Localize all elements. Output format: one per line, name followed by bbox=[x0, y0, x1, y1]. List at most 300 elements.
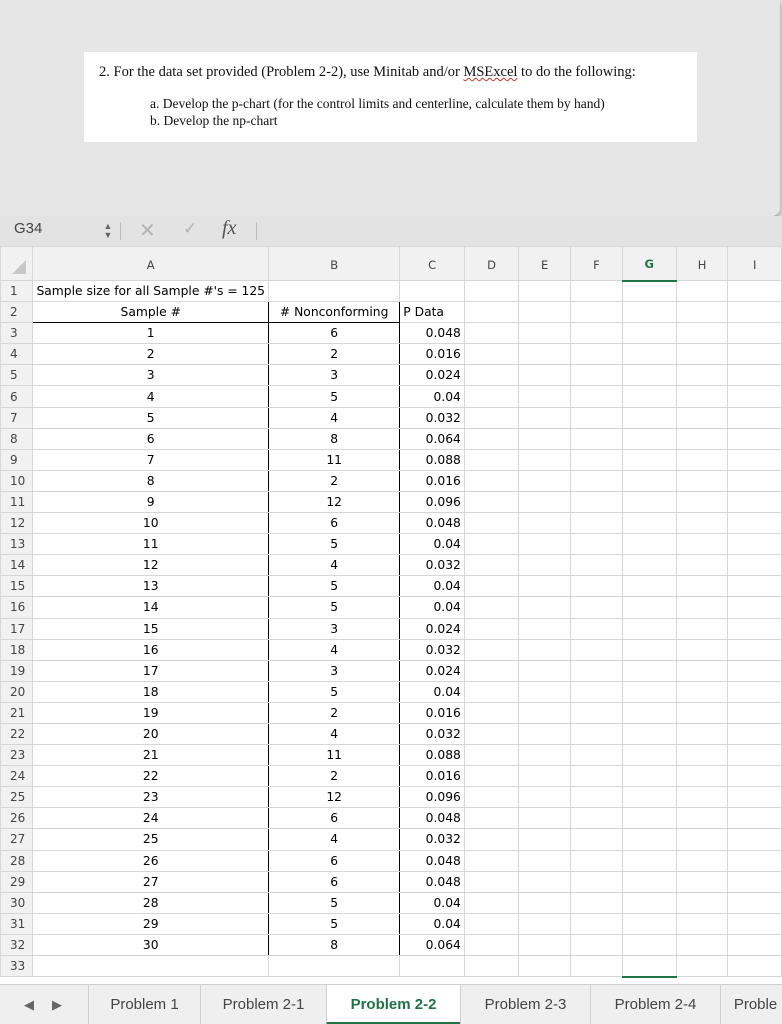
check-icon[interactable]: ✓ bbox=[183, 219, 198, 238]
nonconforming-cell[interactable]: 5 bbox=[269, 913, 400, 934]
cell[interactable] bbox=[728, 386, 782, 407]
cell[interactable] bbox=[464, 576, 518, 597]
cell[interactable] bbox=[728, 702, 782, 723]
cell[interactable] bbox=[400, 281, 465, 302]
sample-number-cell[interactable]: 12 bbox=[33, 555, 269, 576]
cell[interactable] bbox=[519, 618, 571, 639]
cell[interactable] bbox=[571, 386, 623, 407]
nonconforming-cell[interactable]: 11 bbox=[269, 745, 400, 766]
cell[interactable] bbox=[728, 365, 782, 386]
nonconforming-cell[interactable]: 12 bbox=[269, 491, 400, 512]
cell[interactable] bbox=[622, 513, 676, 534]
nonconforming-cell[interactable]: 6 bbox=[269, 871, 400, 892]
column-label-cell[interactable]: # Nonconforming bbox=[269, 302, 400, 323]
cell[interactable] bbox=[728, 513, 782, 534]
cell[interactable] bbox=[676, 913, 728, 934]
sample-number-cell[interactable]: 16 bbox=[33, 639, 269, 660]
row-header[interactable]: 23 bbox=[1, 745, 33, 766]
nonconforming-cell[interactable]: 11 bbox=[269, 449, 400, 470]
cell[interactable] bbox=[622, 766, 676, 787]
nonconforming-cell[interactable]: 12 bbox=[269, 787, 400, 808]
row-header[interactable]: 29 bbox=[1, 871, 33, 892]
sample-number-cell[interactable]: 29 bbox=[33, 913, 269, 934]
cell[interactable] bbox=[464, 766, 518, 787]
p-data-cell[interactable]: 0.032 bbox=[400, 829, 465, 850]
cell[interactable] bbox=[676, 365, 728, 386]
nonconforming-cell[interactable]: 3 bbox=[269, 660, 400, 681]
cell[interactable] bbox=[728, 576, 782, 597]
cell[interactable] bbox=[519, 681, 571, 702]
cell[interactable] bbox=[519, 555, 571, 576]
cell[interactable] bbox=[728, 407, 782, 428]
cell[interactable] bbox=[676, 302, 728, 323]
sample-number-cell[interactable]: 13 bbox=[33, 576, 269, 597]
cell[interactable] bbox=[464, 913, 518, 934]
cell[interactable] bbox=[728, 344, 782, 365]
row-header[interactable]: 11 bbox=[1, 491, 33, 512]
cell[interactable] bbox=[571, 808, 623, 829]
cell[interactable] bbox=[464, 892, 518, 913]
cell[interactable] bbox=[519, 702, 571, 723]
row-header[interactable]: 26 bbox=[1, 808, 33, 829]
nonconforming-cell[interactable]: 2 bbox=[269, 766, 400, 787]
cell[interactable] bbox=[519, 639, 571, 660]
tab-proble[interactable]: Proble bbox=[720, 985, 782, 1024]
cell[interactable] bbox=[519, 913, 571, 934]
cell[interactable] bbox=[571, 829, 623, 850]
cell[interactable] bbox=[519, 491, 571, 512]
cell[interactable] bbox=[676, 534, 728, 555]
sample-number-cell[interactable]: 28 bbox=[33, 892, 269, 913]
tab-problem-2-3[interactable]: Problem 2-3 bbox=[460, 985, 590, 1024]
cell[interactable] bbox=[464, 681, 518, 702]
cell[interactable] bbox=[519, 766, 571, 787]
spreadsheet-grid[interactable] bbox=[0, 246, 782, 984]
cell[interactable] bbox=[464, 702, 518, 723]
nonconforming-cell[interactable]: 3 bbox=[269, 365, 400, 386]
sample-number-cell[interactable]: 24 bbox=[33, 808, 269, 829]
cell[interactable] bbox=[464, 660, 518, 681]
previous-sheet-icon[interactable]: ◀ bbox=[24, 997, 34, 1012]
cell[interactable] bbox=[519, 871, 571, 892]
row-header[interactable]: 4 bbox=[1, 344, 33, 365]
cell[interactable] bbox=[464, 871, 518, 892]
nonconforming-cell[interactable]: 5 bbox=[269, 597, 400, 618]
p-data-cell[interactable]: 0.064 bbox=[400, 934, 465, 955]
cell[interactable] bbox=[728, 787, 782, 808]
cell[interactable] bbox=[622, 281, 676, 302]
p-data-cell[interactable]: 0.048 bbox=[400, 871, 465, 892]
cell[interactable] bbox=[519, 576, 571, 597]
sample-number-cell[interactable]: 14 bbox=[33, 597, 269, 618]
cell[interactable] bbox=[571, 639, 623, 660]
cell[interactable] bbox=[622, 597, 676, 618]
worksheet-table[interactable] bbox=[0, 246, 782, 978]
p-data-cell[interactable]: 0.024 bbox=[400, 618, 465, 639]
cell[interactable] bbox=[676, 344, 728, 365]
cell[interactable] bbox=[622, 323, 676, 344]
sample-number-cell[interactable]: 6 bbox=[33, 428, 269, 449]
cell[interactable] bbox=[464, 365, 518, 386]
cell[interactable] bbox=[571, 365, 623, 386]
close-icon[interactable]: ✕ bbox=[139, 220, 156, 242]
cell[interactable] bbox=[622, 934, 676, 955]
cell[interactable] bbox=[571, 555, 623, 576]
cell[interactable] bbox=[571, 681, 623, 702]
p-data-cell[interactable]: 0.096 bbox=[400, 787, 465, 808]
row-header[interactable]: 15 bbox=[1, 576, 33, 597]
cell[interactable] bbox=[676, 323, 728, 344]
cell[interactable] bbox=[519, 449, 571, 470]
cell[interactable] bbox=[571, 302, 623, 323]
p-data-cell[interactable]: 0.048 bbox=[400, 808, 465, 829]
tab-problem-2-4[interactable]: Problem 2-4 bbox=[590, 985, 720, 1024]
cell[interactable] bbox=[676, 787, 728, 808]
cell[interactable] bbox=[676, 934, 728, 955]
row-header[interactable]: 19 bbox=[1, 660, 33, 681]
p-data-cell[interactable]: 0.088 bbox=[400, 745, 465, 766]
row-header[interactable]: 10 bbox=[1, 470, 33, 491]
cell[interactable] bbox=[464, 723, 518, 744]
cell[interactable] bbox=[622, 850, 676, 871]
row-header[interactable]: 30 bbox=[1, 892, 33, 913]
cell[interactable] bbox=[676, 892, 728, 913]
p-data-cell[interactable]: 0.088 bbox=[400, 449, 465, 470]
cell[interactable] bbox=[571, 766, 623, 787]
cell[interactable] bbox=[728, 470, 782, 491]
nonconforming-cell[interactable]: 4 bbox=[269, 555, 400, 576]
cell[interactable] bbox=[622, 660, 676, 681]
cell[interactable] bbox=[728, 618, 782, 639]
cell[interactable] bbox=[519, 808, 571, 829]
row-header[interactable]: 33 bbox=[1, 956, 33, 977]
cell[interactable] bbox=[33, 956, 269, 977]
cell[interactable] bbox=[519, 597, 571, 618]
nonconforming-cell[interactable]: 3 bbox=[269, 618, 400, 639]
cell[interactable] bbox=[728, 913, 782, 934]
cell[interactable] bbox=[464, 491, 518, 512]
sample-number-cell[interactable]: 9 bbox=[33, 491, 269, 512]
nonconforming-cell[interactable]: 6 bbox=[269, 323, 400, 344]
sample-number-cell[interactable]: 15 bbox=[33, 618, 269, 639]
cell[interactable] bbox=[676, 491, 728, 512]
column-label-cell[interactable]: Sample # bbox=[33, 302, 269, 323]
cell[interactable] bbox=[519, 956, 571, 977]
cell[interactable] bbox=[728, 302, 782, 323]
p-data-cell[interactable]: 0.04 bbox=[400, 681, 465, 702]
column-label-cell[interactable]: P Data bbox=[400, 302, 465, 323]
nonconforming-cell[interactable]: 6 bbox=[269, 808, 400, 829]
p-data-cell[interactable]: 0.016 bbox=[400, 766, 465, 787]
row-header[interactable]: 17 bbox=[1, 618, 33, 639]
cell[interactable] bbox=[622, 534, 676, 555]
cell[interactable] bbox=[519, 660, 571, 681]
p-data-cell[interactable]: 0.048 bbox=[400, 513, 465, 534]
cell[interactable] bbox=[464, 934, 518, 955]
sample-number-cell[interactable]: 11 bbox=[33, 534, 269, 555]
cell[interactable] bbox=[728, 892, 782, 913]
cell[interactable] bbox=[571, 934, 623, 955]
cell[interactable] bbox=[464, 281, 518, 302]
cell[interactable] bbox=[622, 449, 676, 470]
cell[interactable] bbox=[571, 913, 623, 934]
select-all-corner[interactable] bbox=[12, 260, 26, 274]
column-header-a[interactable]: A bbox=[33, 247, 269, 281]
sample-number-cell[interactable]: 26 bbox=[33, 850, 269, 871]
cell[interactable] bbox=[728, 534, 782, 555]
cell[interactable] bbox=[571, 323, 623, 344]
sample-number-cell[interactable]: 21 bbox=[33, 745, 269, 766]
cell[interactable] bbox=[728, 597, 782, 618]
cell[interactable] bbox=[571, 281, 623, 302]
row-header[interactable]: 8 bbox=[1, 428, 33, 449]
sample-number-cell[interactable]: 4 bbox=[33, 386, 269, 407]
cell[interactable] bbox=[728, 681, 782, 702]
cell[interactable] bbox=[676, 766, 728, 787]
p-data-cell[interactable]: 0.04 bbox=[400, 576, 465, 597]
nonconforming-cell[interactable]: 5 bbox=[269, 576, 400, 597]
name-box-stepper-icon[interactable]: ▲ ▼ bbox=[103, 221, 113, 240]
cell[interactable] bbox=[622, 745, 676, 766]
row-header[interactable]: 16 bbox=[1, 597, 33, 618]
p-data-cell[interactable]: 0.04 bbox=[400, 386, 465, 407]
sample-number-cell[interactable]: 7 bbox=[33, 449, 269, 470]
sample-number-cell[interactable]: 23 bbox=[33, 787, 269, 808]
nonconforming-cell[interactable]: 8 bbox=[269, 428, 400, 449]
p-data-cell[interactable]: 0.032 bbox=[400, 723, 465, 744]
row-header[interactable]: 24 bbox=[1, 766, 33, 787]
cell[interactable] bbox=[622, 787, 676, 808]
cell[interactable] bbox=[622, 639, 676, 660]
cell[interactable] bbox=[676, 681, 728, 702]
cell[interactable] bbox=[571, 787, 623, 808]
cell[interactable] bbox=[622, 576, 676, 597]
cell[interactable] bbox=[728, 281, 782, 302]
column-header-d[interactable]: D bbox=[464, 247, 518, 281]
cell[interactable] bbox=[571, 745, 623, 766]
p-data-cell[interactable]: 0.016 bbox=[400, 470, 465, 491]
row-header[interactable]: 14 bbox=[1, 555, 33, 576]
p-data-cell[interactable]: 0.032 bbox=[400, 555, 465, 576]
function-icon[interactable]: fx bbox=[222, 217, 237, 239]
cell[interactable] bbox=[519, 428, 571, 449]
cell[interactable] bbox=[519, 892, 571, 913]
cell[interactable] bbox=[622, 302, 676, 323]
nonconforming-cell[interactable]: 5 bbox=[269, 386, 400, 407]
cell[interactable] bbox=[571, 407, 623, 428]
column-header-f[interactable]: F bbox=[571, 247, 623, 281]
p-data-cell[interactable]: 0.024 bbox=[400, 660, 465, 681]
cell[interactable] bbox=[676, 386, 728, 407]
nonconforming-cell[interactable]: 4 bbox=[269, 829, 400, 850]
cell[interactable] bbox=[571, 618, 623, 639]
cell[interactable] bbox=[519, 407, 571, 428]
cell[interactable] bbox=[622, 365, 676, 386]
cell[interactable] bbox=[728, 491, 782, 512]
tab-problem-2-1[interactable]: Problem 2-1 bbox=[200, 985, 326, 1024]
cell[interactable] bbox=[571, 534, 623, 555]
cell[interactable] bbox=[464, 555, 518, 576]
cell[interactable] bbox=[464, 323, 518, 344]
cell[interactable] bbox=[676, 597, 728, 618]
column-header-c[interactable]: C bbox=[400, 247, 465, 281]
sample-number-cell[interactable]: 10 bbox=[33, 513, 269, 534]
row-header[interactable]: 6 bbox=[1, 386, 33, 407]
cell[interactable] bbox=[519, 386, 571, 407]
cell[interactable] bbox=[622, 618, 676, 639]
column-header-b[interactable]: B bbox=[269, 247, 400, 281]
cell[interactable] bbox=[519, 302, 571, 323]
column-header-h[interactable]: H bbox=[676, 247, 728, 281]
cell[interactable] bbox=[622, 723, 676, 744]
cell[interactable] bbox=[269, 956, 400, 977]
row-header[interactable]: 27 bbox=[1, 829, 33, 850]
p-data-cell[interactable]: 0.048 bbox=[400, 850, 465, 871]
cell[interactable] bbox=[464, 597, 518, 618]
p-data-cell[interactable]: 0.04 bbox=[400, 597, 465, 618]
cell[interactable] bbox=[676, 829, 728, 850]
cell[interactable] bbox=[571, 597, 623, 618]
cell[interactable] bbox=[519, 323, 571, 344]
cell[interactable] bbox=[571, 513, 623, 534]
p-data-cell[interactable]: 0.064 bbox=[400, 428, 465, 449]
sample-number-cell[interactable]: 27 bbox=[33, 871, 269, 892]
nonconforming-cell[interactable]: 6 bbox=[269, 513, 400, 534]
cell[interactable] bbox=[676, 956, 728, 977]
cell[interactable] bbox=[464, 534, 518, 555]
sample-number-cell[interactable]: 22 bbox=[33, 766, 269, 787]
cell[interactable] bbox=[622, 871, 676, 892]
cell[interactable] bbox=[728, 766, 782, 787]
cell[interactable] bbox=[728, 956, 782, 977]
cell[interactable] bbox=[622, 681, 676, 702]
row-header[interactable]: 20 bbox=[1, 681, 33, 702]
nonconforming-cell[interactable]: 5 bbox=[269, 892, 400, 913]
cell[interactable] bbox=[571, 850, 623, 871]
sample-number-cell[interactable]: 1 bbox=[33, 323, 269, 344]
nonconforming-cell[interactable]: 8 bbox=[269, 934, 400, 955]
cell[interactable] bbox=[676, 428, 728, 449]
cell[interactable] bbox=[464, 428, 518, 449]
cell[interactable] bbox=[676, 723, 728, 744]
nonconforming-cell[interactable]: 5 bbox=[269, 681, 400, 702]
sheet-title-cell[interactable]: Sample size for all Sample #'s = 125 bbox=[33, 281, 269, 302]
cell[interactable] bbox=[571, 428, 623, 449]
row-header[interactable]: 28 bbox=[1, 850, 33, 871]
cell[interactable] bbox=[728, 829, 782, 850]
cell[interactable] bbox=[464, 470, 518, 491]
cell[interactable] bbox=[728, 555, 782, 576]
cell[interactable] bbox=[728, 660, 782, 681]
cell[interactable] bbox=[728, 871, 782, 892]
cell[interactable] bbox=[728, 449, 782, 470]
row-header[interactable]: 5 bbox=[1, 365, 33, 386]
sample-number-cell[interactable]: 17 bbox=[33, 660, 269, 681]
p-data-cell[interactable]: 0.04 bbox=[400, 534, 465, 555]
cell[interactable] bbox=[464, 745, 518, 766]
next-sheet-icon[interactable]: ▶ bbox=[52, 997, 62, 1012]
nonconforming-cell[interactable]: 2 bbox=[269, 702, 400, 723]
cell[interactable] bbox=[519, 513, 571, 534]
cell[interactable] bbox=[571, 491, 623, 512]
cell[interactable] bbox=[676, 702, 728, 723]
cell[interactable] bbox=[464, 618, 518, 639]
cell[interactable] bbox=[622, 344, 676, 365]
cell[interactable] bbox=[728, 323, 782, 344]
row-header[interactable]: 7 bbox=[1, 407, 33, 428]
cell[interactable] bbox=[676, 871, 728, 892]
cell[interactable] bbox=[622, 470, 676, 491]
cell[interactable] bbox=[519, 365, 571, 386]
cell[interactable] bbox=[464, 449, 518, 470]
cell[interactable] bbox=[622, 956, 676, 977]
cell[interactable] bbox=[622, 702, 676, 723]
cell[interactable] bbox=[622, 407, 676, 428]
cell[interactable] bbox=[269, 281, 400, 302]
cell[interactable] bbox=[676, 639, 728, 660]
cell[interactable] bbox=[464, 639, 518, 660]
name-box[interactable]: G34 bbox=[14, 220, 43, 237]
row-header[interactable]: 2 bbox=[1, 302, 33, 323]
cell[interactable] bbox=[676, 660, 728, 681]
cell[interactable] bbox=[676, 850, 728, 871]
cell[interactable] bbox=[676, 555, 728, 576]
row-header[interactable]: 25 bbox=[1, 787, 33, 808]
row-header[interactable]: 12 bbox=[1, 513, 33, 534]
cell[interactable] bbox=[728, 428, 782, 449]
row-header[interactable]: 13 bbox=[1, 534, 33, 555]
tab-problem-1[interactable]: Problem 1 bbox=[88, 985, 200, 1024]
tab-problem-2-2[interactable]: Problem 2-2 bbox=[326, 985, 460, 1024]
cell[interactable] bbox=[676, 470, 728, 491]
nonconforming-cell[interactable]: 2 bbox=[269, 470, 400, 491]
p-data-cell[interactable]: 0.04 bbox=[400, 913, 465, 934]
p-data-cell[interactable]: 0.032 bbox=[400, 639, 465, 660]
p-data-cell[interactable]: 0.048 bbox=[400, 323, 465, 344]
cell[interactable] bbox=[728, 808, 782, 829]
cell[interactable] bbox=[571, 702, 623, 723]
cell[interactable] bbox=[464, 513, 518, 534]
column-header-g[interactable]: G bbox=[622, 247, 676, 281]
cell[interactable] bbox=[728, 934, 782, 955]
cell[interactable] bbox=[400, 956, 465, 977]
nonconforming-cell[interactable]: 2 bbox=[269, 344, 400, 365]
cell[interactable] bbox=[519, 281, 571, 302]
cell[interactable] bbox=[571, 576, 623, 597]
cell[interactable] bbox=[728, 723, 782, 744]
nonconforming-cell[interactable]: 4 bbox=[269, 723, 400, 744]
cell[interactable] bbox=[519, 787, 571, 808]
sample-number-cell[interactable]: 25 bbox=[33, 829, 269, 850]
cell[interactable] bbox=[464, 344, 518, 365]
cell[interactable] bbox=[622, 892, 676, 913]
cell[interactable] bbox=[622, 555, 676, 576]
sample-number-cell[interactable]: 18 bbox=[33, 681, 269, 702]
cell[interactable] bbox=[571, 892, 623, 913]
cell[interactable] bbox=[728, 745, 782, 766]
cell[interactable] bbox=[571, 723, 623, 744]
cell[interactable] bbox=[622, 808, 676, 829]
cell[interactable] bbox=[464, 956, 518, 977]
cell[interactable] bbox=[464, 850, 518, 871]
sample-number-cell[interactable]: 8 bbox=[33, 470, 269, 491]
p-data-cell[interactable]: 0.016 bbox=[400, 344, 465, 365]
nonconforming-cell[interactable]: 4 bbox=[269, 407, 400, 428]
nonconforming-cell[interactable]: 5 bbox=[269, 534, 400, 555]
cell[interactable] bbox=[519, 470, 571, 491]
cell[interactable] bbox=[464, 808, 518, 829]
cell[interactable] bbox=[676, 618, 728, 639]
